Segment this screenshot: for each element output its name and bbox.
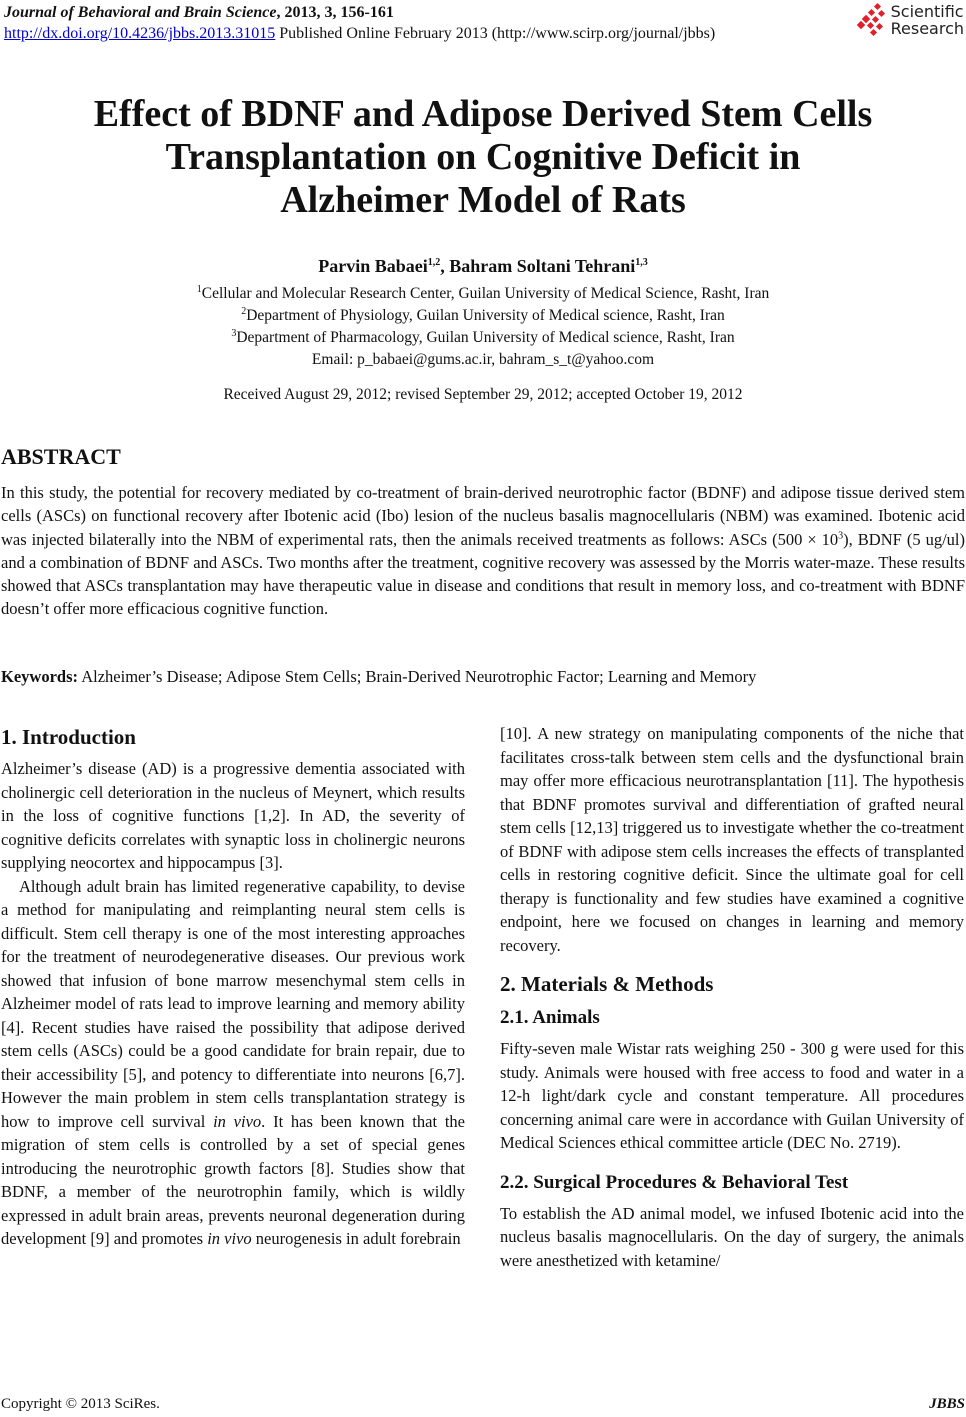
- running-header: [4, 2, 715, 44]
- abstract-sup: 3: [838, 530, 844, 542]
- surgical-paragraph: To establish the AD animal model, we infused Ibotenic acid into the nucleus basalis magnocellularis. On the day of surgery, the animals were anesthetized with ketamine/: [500, 1203, 964, 1270]
- abstract-part: ), BDNF (5 ug/ul) and a combination of BDNF and ASCs. Two months after the treatment, cognitive recovery was assessed by the Morris water-maze. These results showed that ASCs transplantation may have therapeutic value in disease and conditions that result in memory loss, and co-treatment with BDNF doesn’t offer more efficacious cognitive function.: [1, 529, 965, 619]
- keywords-label: Keywords:: [1, 667, 78, 686]
- intro-paragraph-2-cont: [10]. A new strategy on manipulating components of the niche that facilitates cross-talk between stem cells and the dysfunctional brain may offer more efficacious neurotransplantation [11]. The hypothesis that BDNF promotes survival and differentiation of grafted neural stem cells [12,13] triggered us to investigate whether the co-treatment of BDNF with adipose stem cells increases the effects of transplanted cells in restoring cognitive deficit. Since the ultimate goal for cell therapy is functionality and few studies have examined a cognitive endpoint, here we focused on changes in learning and memory recovery.: [500, 724, 964, 955]
- intro-paragraph-2: [1, 875, 465, 1251]
- keywords: [1, 667, 756, 687]
- animals-heading: 2.1. Animals: [500, 1007, 600, 1028]
- author-name: Parvin Babaei: [318, 256, 428, 276]
- page-footer: [1, 1396, 965, 1413]
- author-affil-sup: 1,2: [427, 257, 441, 268]
- email: Email: p_babaei@gums.ac.ir, bahram_s_t@yahoo.com: [311, 351, 655, 368]
- abstract-text: [1, 481, 965, 621]
- logo-text-2: Research: [890, 19, 964, 38]
- affiliation: Department of Pharmacology, Guilan University of Medical science, Rasht, Iran: [236, 329, 735, 346]
- copyright: Copyright © 2013 SciRes.: [1, 1396, 160, 1412]
- text: neurogenesis in adult forebrain: [251, 1229, 461, 1248]
- right-column: [500, 722, 964, 1272]
- abstract-part: In this study, the potential for recovery mediated by co-treatment of brain-derived neurotrophic factor (BDNF) and adipose tissue derived stem cells (ASCs) on functional recovery after Ibotenic acid (Ibo) lesion of the nucleus basalis magnocellularis (NBM) was examined. Ibotenic acid was injected bilaterally into the NBM of experimental rats, then the animals received treatments as follows: ASCs (500 × 10: [1, 483, 965, 549]
- affiliations: [0, 283, 966, 371]
- affil-sup: 2: [241, 305, 247, 317]
- animals-paragraph: Fifty-seven male Wistar rats weighing 250 - 300 g were used for this study. Animals were housed with free access to food and water in a 12-h light/dark cycle and constant temperature. All procedures concerning animal care were in accordance with Guilan University of Medical Sciences ethical committee article (DEC No. 2719).: [500, 1039, 964, 1152]
- author-name: Bahram Soltani Tehrani: [449, 256, 636, 276]
- affil-sup: 3: [231, 327, 237, 339]
- author-separator: ,: [440, 256, 450, 276]
- abstract-heading: ABSTRACT: [1, 444, 121, 469]
- citation: , 2013, 3, 156-161: [276, 4, 394, 21]
- published-info: Published Online February 2013 (http://www.scirp.org/journal/jbbs): [275, 25, 716, 42]
- doi-link[interactable]: http://dx.doi.org/10.4236/jbbs.2013.31015: [4, 25, 276, 42]
- title-line: Transplantation on Cognitive Deficit in: [165, 136, 801, 178]
- italic-term: in vivo: [213, 1111, 262, 1131]
- intro-paragraph-1: Alzheimer’s disease (AD) is a progressive dementia associated with cholinergic cell deterioration in the nucleus of Meynert, which results in the loss of cognitive functions [1,2]. In AD, the severity of cognitive deficits correlates with synaptic loss in cholinergic neurons supplying neocortex and hippocampus [3].: [1, 759, 465, 872]
- text: Although adult brain has limited regenerative capability, to devise a method for manipulating and reimplanting neural stem cells is difficult. Stem cell therapy is one of the most interesting approaches for the treatment of neurodegenerative diseases. Our previous work showed that infusion of bone marrow mesenchymal stem cells in Alzheimer model of rats lead to improve learning and memory ability [4]. Recent studies have raised the possibility that adipose derived stem cells (ASCs) could be a good candidate for brain repair, due to their accessibility [5], and potency to differentiate into neurons [6,7]. However the main problem in stem cells transplantation strategy is how to improve cell survival: [1, 876, 465, 1131]
- intro-heading: 1. Introduction: [1, 725, 136, 749]
- logo-diamonds-icon: [857, 2, 887, 38]
- affiliation: Department of Physiology, Guilan University of Medical science, Rasht, Iran: [246, 307, 725, 324]
- keywords-text: Alzheimer’s Disease; Adipose Stem Cells; Brain-Derived Neurotrophic Factor; Learning and Memory: [78, 667, 757, 686]
- logo-text-1: Scientific: [890, 2, 964, 21]
- surgical-heading: 2.2. Surgical Procedures & Behavioral Test: [500, 1171, 849, 1193]
- affiliation: Cellular and Molecular Research Center, Guilan University of Medical Science, Rasht, Iran: [201, 285, 770, 302]
- author-affil-sup: 1,3: [635, 257, 648, 268]
- paper-title: [0, 93, 966, 222]
- journal-abbr: JBBS: [929, 1396, 965, 1412]
- received-dates: Received August 29, 2012; revised September 29, 2012; accepted October 19, 2012: [223, 386, 743, 403]
- title-line: Alzheimer Model of Rats: [280, 179, 686, 221]
- journal-name: Journal of Behavioral and Brain Science: [4, 4, 277, 21]
- italic-term: in vivo: [207, 1229, 252, 1248]
- methods-heading: 2. Materials & Methods: [500, 972, 714, 996]
- publisher-logo: [857, 2, 964, 38]
- affil-sup: 1: [196, 283, 202, 295]
- title-line: Effect of BDNF and Adipose Derived Stem Cells: [93, 93, 873, 135]
- authors: [0, 256, 966, 277]
- text: . It has been known that the migration of stem cells is controlled by a set of special genes introducing the neurotrophic growth factors [8]. Studies show that BDNF, a member of the neurotrophin family, which is wildly expressed in adult brain areas, prevents neuronal degeneration during development [9] and promotes: [1, 1111, 465, 1248]
- left-column: [1, 722, 465, 1251]
